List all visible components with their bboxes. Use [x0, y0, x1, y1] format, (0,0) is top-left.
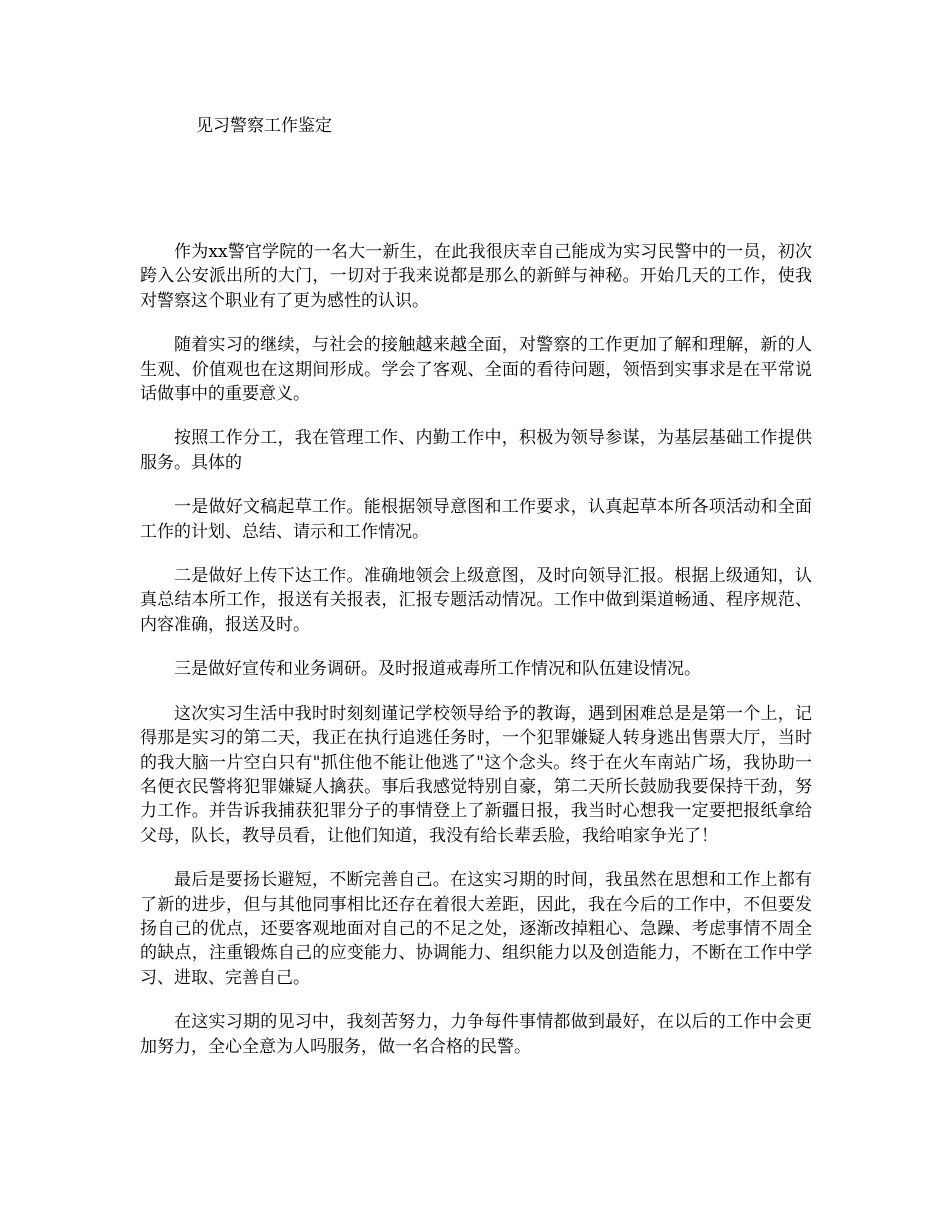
- paragraph-capture-story: 这次实习生活中我时时刻刻谨记学校领导给予的教诲，遇到困难总是是第一个上，记得那是实习的第二天，我正在执行追逃任务时，一个犯罪嫌疑人转身逃出售票大厅，当时的我大脑一片空白只有"抓住他不能让他逃了"这个念头。终于在火车南站广场，我协助一名便衣民警将犯罪嫌疑人擒获。事后我感觉特别自豪，第二天所长鼓励我要保持干劲，努力工作。并告诉我捕获犯罪分子的事情登上了新疆日报，我当时心想我一定要把报纸拿给父母，队长，教导员看，让他们知道，我没有给长辈丢脸，我给咱家争光了！: [140, 703, 812, 846]
- paragraph-drafting-work: 一是做好文稿起草工作。能根据领导意图和工作要求，认真起草本所各项活动和全面工作的计划、总结、请示和工作情况。: [140, 497, 812, 542]
- paragraph-self-improvement: 最后是要扬长避短，不断完善自己。在这实习期的时间，我虽然在思想和工作上都有了新的进步，但与其他同事相比还存在着很大差距，因此，我在今后的工作中，不但要发扬自己的优点，还要客观地面对自己的不足之处，逐渐改掉粗心、急躁、考虑事情不周全的缺点，注重锻炼自己的应变能力、协调能力、组织能力以及创造能力，不断在工作中学习、进取、完善自己。: [140, 870, 812, 988]
- document-body: [140, 240, 812, 1079]
- paragraph-communication-work: 二是做好上传下达工作。准确地领会上级意图，及时向领导汇报。根据上级通知，认真总结本所工作，报送有关报表，汇报专题活动情况。工作中做到渠道畅通、程序规范、内容准确，报送及时。: [140, 566, 812, 635]
- paragraph-conclusion: 在这实习期的见习中，我刻苦努力，力争每件事情都做到最好，在以后的工作中会更加努力，全心全意为人吗服务，做一名合格的民警。: [140, 1012, 812, 1057]
- document-title: 见习警察工作鉴定: [196, 116, 332, 136]
- paragraph-work-division: 按照工作分工，我在管理工作、内勤工作中，积极为领导参谋，为基层基础工作提供服务。具体的: [140, 428, 812, 473]
- paragraph-internship-progress: 随着实习的继续，与社会的接触越来越全面，对警察的工作更加了解和理解，新的人生观、价值观也在这期间形成。学会了客观、全面的看待问题，领悟到实事求是在平常说话做事中的重要意义。: [140, 335, 812, 405]
- paragraph-publicity-research: 三是做好宣传和业务调研。及时报道戒毒所工作情况和队伍建设情况。: [174, 659, 701, 680]
- paragraph-intro: 作为xx警官学院的一名大一新生，在此我很庆幸自己能成为实习民警中的一员，初次跨入公安派出所的大门，一切对于我来说都是那么的新鲜与神秘。开始几天的工作，使我对警察这个职业有了更为感性的认识。: [140, 242, 812, 311]
